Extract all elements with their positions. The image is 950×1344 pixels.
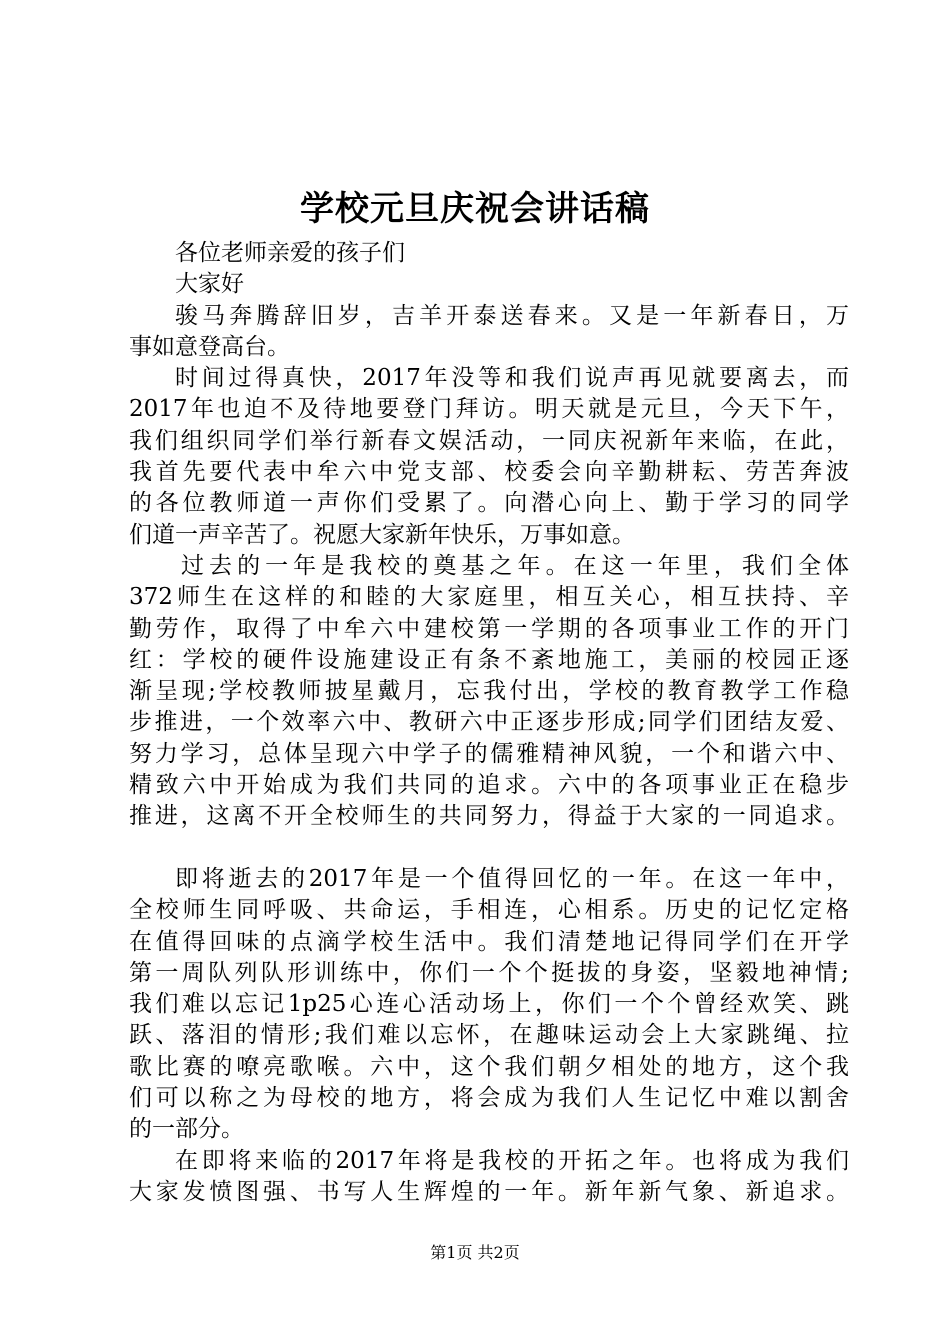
body-line: 步推进，一个效率六中、教研六中正逐步形成;同学们团结友爱、 (129, 709, 849, 736)
document-body (129, 238, 849, 1208)
body-line: 渐呈现;学校教师披星戴月，忘我付出，学校的教育教学工作稳 (129, 678, 849, 705)
page-footer: 第1页 共2页 (430, 1243, 520, 1262)
body-line: 勤劳作，取得了中牟六中建校第一学期的各项事业工作的开门 (129, 615, 849, 642)
body-line: 我们组织同学们举行新春文娱活动，一同庆祝新年来临，在此， (129, 427, 849, 454)
body-line: 372师生在这样的和睦的大家庭里，相互关心，相互扶持、辛 (129, 584, 849, 611)
body-line: 精致六中开始成为我们共同的追求。六中的各项事业正在稳步 (129, 772, 849, 799)
body-line: 即将逝去的2017年是一个值得回忆的一年。在这一年中， (175, 865, 849, 892)
body-line: 努力学习，总体呈现六中学子的儒雅精神风貌，一个和谐六中、 (129, 740, 849, 767)
body-line: 在值得回味的点滴学校生活中。我们清楚地记得同学们在开学 (129, 928, 849, 955)
body-line: 的各位教师道一声你们受累了。向潜心向上、勤于学习的同学 (129, 490, 849, 517)
body-line: 2017年也迫不及待地要登门拜访。明天就是元旦，今天下午， (129, 396, 849, 423)
body-line: 我首先要代表中牟六中党支部、校委会向辛勤耕耘、劳苦奔波 (129, 459, 849, 486)
body-line: 全校师生同呼吸、共命运，手相连，心相系。历史的记忆定格 (129, 897, 849, 924)
body-line: 们道一声辛苦了。祝愿大家新年快乐，万事如意。 (129, 521, 635, 548)
body-line (129, 833, 849, 864)
body-line: 大家好 (175, 271, 244, 298)
body-line: 各位老师亲爱的孩子们 (175, 240, 405, 266)
body-line: 跃、落泪的情形;我们难以忘怀，在趣味运动会上大家跳绳、拉 (129, 1022, 849, 1049)
body-line: 大家发愤图强、书写人生辉煌的一年。新年新气象、新追求。 (129, 1178, 849, 1205)
body-line: 的一部分。 (129, 1116, 244, 1143)
document-title: 学校元旦庆祝会讲话稿 (300, 189, 650, 229)
body-line: 推进，这离不开全校师生的共同努力，得益于大家的一同追求。 (129, 803, 849, 830)
body-line: 时间过得真快，2017年没等和我们说声再见就要离去，而 (175, 365, 849, 392)
body-line: 第一周队列队形训练中，你们一个个挺拔的身姿，坚毅地神情; (129, 959, 849, 986)
body-line: 骏马奔腾辞旧岁，吉羊开泰送春来。又是一年新春日，万 (175, 302, 849, 329)
body-line: 在即将来临的2017年将是我校的开拓之年。也将成为我们 (175, 1147, 849, 1174)
body-line: 红：学校的硬件设施建设正有条不紊地施工，美丽的校园正逐 (129, 646, 849, 673)
body-line: 事如意登高台。 (129, 333, 290, 360)
body-line: 歌比赛的嘹亮歌喉。六中，这个我们朝夕相处的地方，这个我 (129, 1053, 849, 1080)
body-line: 们可以称之为母校的地方，将会成为我们人生记忆中难以割舍 (129, 1085, 849, 1112)
body-line: 我们难以忘记1p25心连心活动场上，你们一个个曾经欢笑、跳 (129, 991, 849, 1018)
body-line: 过去的一年是我校的奠基之年。在这一年里，我们全体 (181, 552, 849, 579)
